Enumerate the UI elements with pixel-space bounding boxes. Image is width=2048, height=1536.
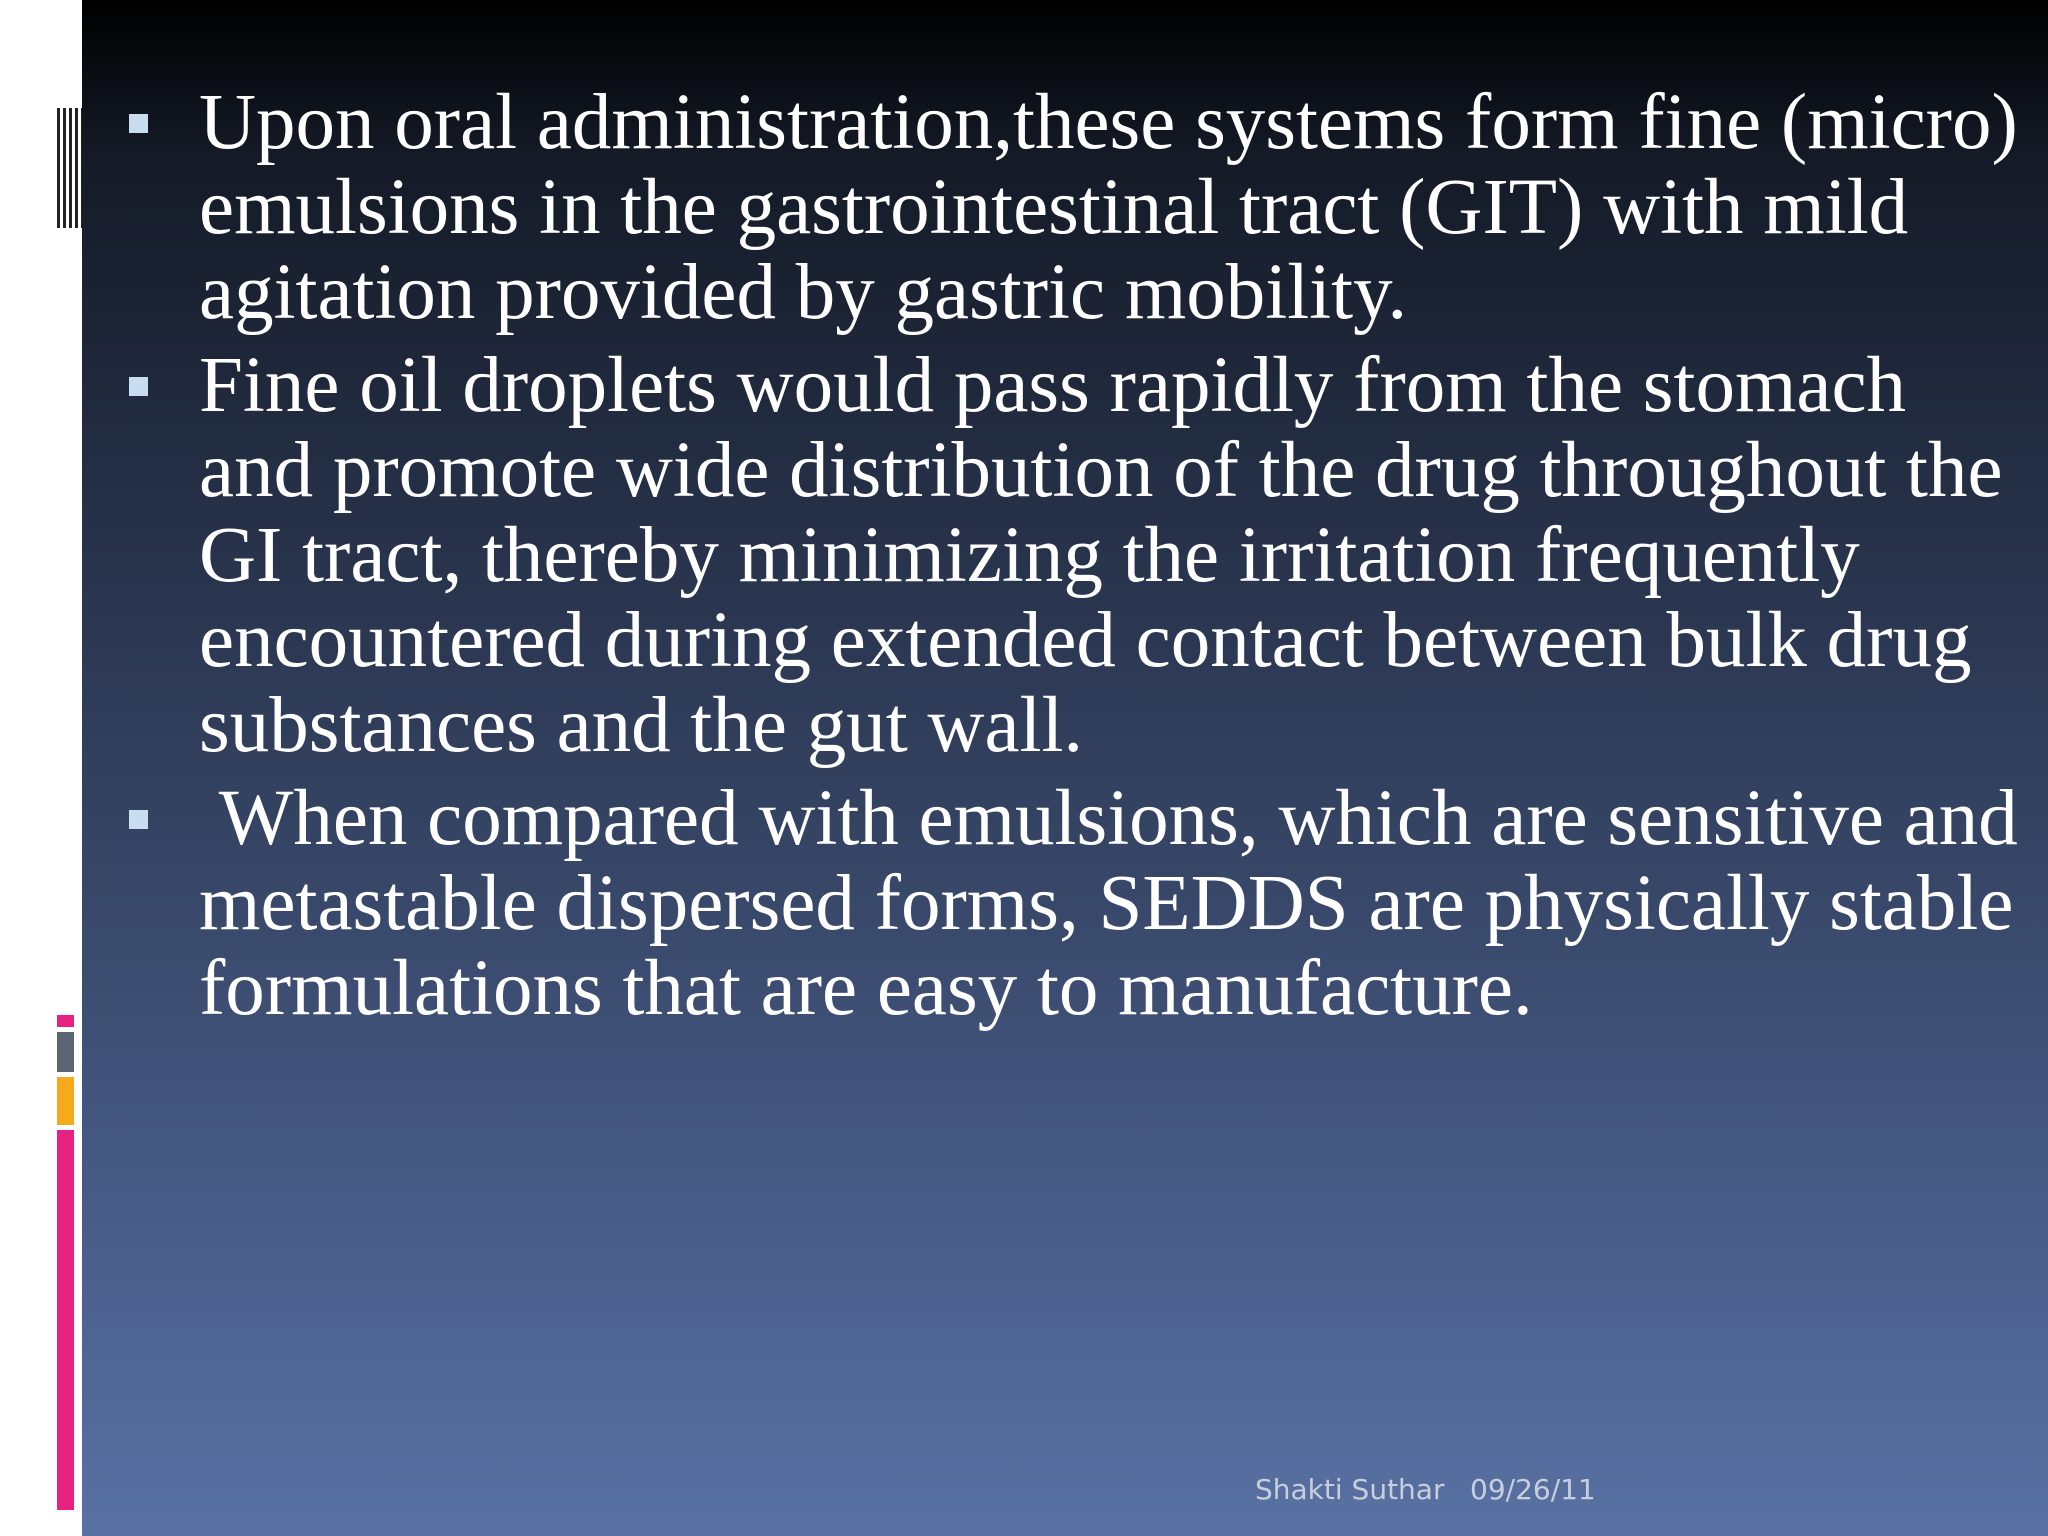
bullet-item: Fine oil droplets would pass rapidly from the stomach and promote wide distribution of the drug throughout the GI tract, thereby minimizing the irritation frequently encountered during extended contact between bulk drug substances and the gut wall. <box>82 343 2032 768</box>
accent-bar-magenta <box>57 1130 74 1510</box>
stripe-pattern <box>57 108 82 228</box>
bullet-item: Upon oral administration,these systems form fine (micro) emulsions in the gastrointestinal tract (GIT) with mild agitation provided by gastric mobility. <box>82 80 2032 335</box>
bullet-item: When compared with emulsions, which are sensitive and metastable dispersed forms, SEDDS are physically stable formulations that are easy to manufacture. <box>82 776 2032 1031</box>
accent-bar-gray <box>57 1032 74 1072</box>
accent-bar-orange <box>57 1077 74 1125</box>
footer-date: 09/26/11 <box>1470 1473 1596 1506</box>
left-decoration-strip <box>0 0 82 1536</box>
bullet-list <box>82 79 2038 1039</box>
footer-author: Shakti Suthar <box>1255 1473 1445 1506</box>
accent-bar-magenta-small <box>57 1015 74 1027</box>
slide-content <box>82 0 2048 1536</box>
